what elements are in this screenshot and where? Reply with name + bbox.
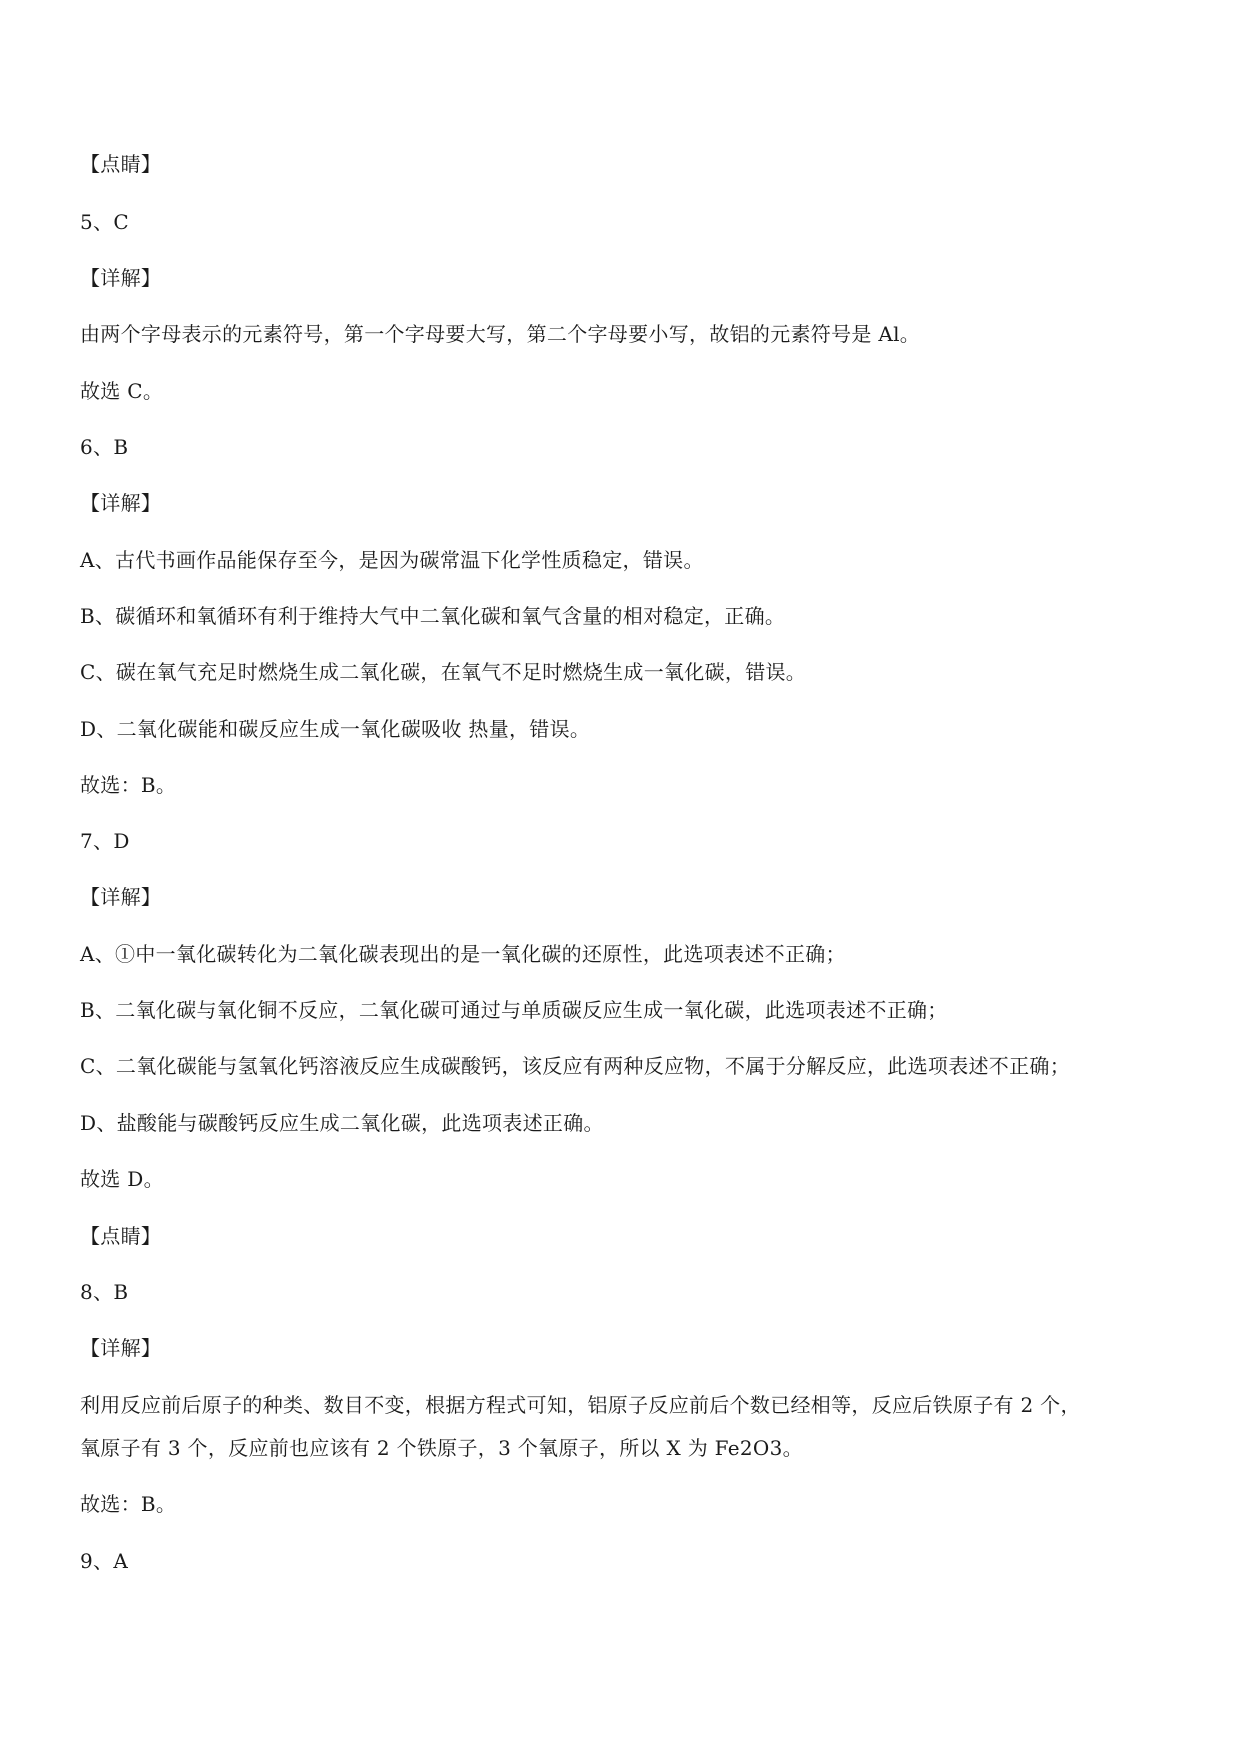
section-heading-dianjing: 【点睛】 [80,152,162,176]
answer-number: 9、A [80,1549,129,1573]
answer-number: 7、D [80,829,130,853]
explanation-text: B、二氧化碳与氧化铜不反应，二氧化碳可通过与单质碳反应生成一氧化碳，此选项表述不正确； [80,998,948,1022]
explanation-text: D、盐酸能与碳酸钙反应生成二氧化碳，此选项表述正确。 [80,1111,604,1135]
conclusion-text: 故选 D。 [80,1167,164,1191]
explanation-text: D、二氧化碳能和碳反应生成一氧化碳吸收 热量，错误。 [80,717,591,741]
answer-number: 8、B [80,1280,129,1304]
explanation-text: C、二氧化碳能与氢氧化钙溶液反应生成碳酸钙，该反应有两种反应物，不属于分解反应，此选项表述不正确； [80,1054,1071,1078]
answer-number: 6、B [80,435,129,459]
explanation-text: A、古代书画作品能保存至今，是因为碳常温下化学性质稳定，错误。 [80,548,704,572]
explanation-text: 利用反应前后原子的种类、数目不变，根据方程式可知，铝原子反应前后个数已经相等，反应后铁原子有 2 个， [80,1393,1081,1417]
explanation-text: C、碳在氧气充足时燃烧生成二氧化碳，在氧气不足时燃烧生成一氧化碳，错误。 [80,660,807,684]
conclusion-text: 故选 C。 [80,379,164,403]
explanation-text: 氧原子有 3 个，反应前也应该有 2 个铁原子，3 个氧原子，所以 X 为 Fe2O3。 [80,1436,803,1460]
section-heading-xiangjie: 【详解】 [80,885,162,909]
conclusion-text: 故选：B。 [80,1492,177,1516]
answer-number: 5、C [80,210,129,234]
section-heading-xiangjie: 【详解】 [80,1336,162,1360]
explanation-text: A、①中一氧化碳转化为二氧化碳表现出的是一氧化碳的还原性，此选项表述不正确； [80,942,846,966]
section-heading-dianjing: 【点睛】 [80,1224,162,1248]
section-heading-xiangjie: 【详解】 [80,491,162,515]
explanation-text: 由两个字母表示的元素符号，第一个字母要大写，第二个字母要小写，故铝的元素符号是 Al。 [80,322,921,346]
conclusion-text: 故选：B。 [80,773,177,797]
section-heading-xiangjie: 【详解】 [80,266,162,290]
explanation-text: B、碳循环和氧循环有利于维持大气中二氧化碳和氧气含量的相对稳定，正确。 [80,604,786,628]
